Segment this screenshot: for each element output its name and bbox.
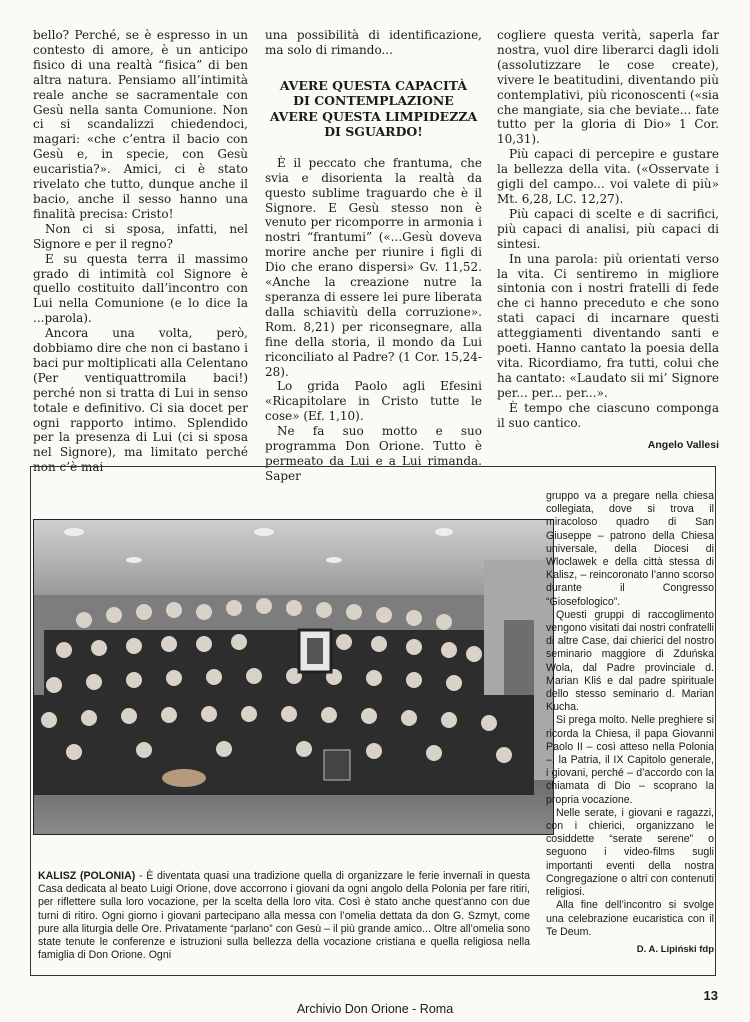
heading-line: DI SGUARDO! [324, 124, 423, 140]
paragraph: Ne fa suo motto e suo programma Don Orione. Tutto è permeato da Lui e a Lui rimanda. Saper [265, 424, 482, 483]
paragraph: Si prega molto. Nelle preghiere si ricorda la Chiesa, il papa Giovanni Paolo II – così atteso nella Polonia –, la Patria, il IX Capitolo generale, i giovani, perché – d’accordo con la chiamata di Dio – scoprano la propria vocazione. [546, 714, 714, 806]
article-column-2 [265, 28, 482, 484]
archive-footer: Archivio Don Orione - Roma [296, 1002, 454, 1016]
paragraph: Nelle serate, i giovani e ragazzi, con i chierici, organizzano le cosiddette “serate serene” o seguono i video-films sugli importanti eventi della nostra Congregazione o altri con contenuti religiosi. [546, 806, 714, 899]
caption-text: - È diventata quasi una tradizione quella di organizzare le ferie invernali in questa Casa dedicata al beato Luigi Orione, dove accorrono i giovani da ogni angolo della Polonia per fare ritiri, per riflettere sulla loro vocazione, per la scelta della loro vita. Così è stato anche quest’anno con due turni di ritiro. Ogni giorno i giovani partecipano alla messa con l’omelia dettata da don G. Szmyt, come pure alla liturgia delle Ore. Privatamente “parlano” con Gesù – il più grande amico... Oltre all’omelia sono state tenute le conferenze e istruzioni sulla bellezza della vocazione cristiana e quella religiosa nella famiglia di Don Orione. Ogni [38, 870, 530, 962]
sidebar-article [546, 490, 714, 956]
heading-line: AVERE QUESTA LIMPIDEZZA [269, 108, 478, 124]
photo-caption [38, 870, 530, 962]
paragraph: Lo grida Paolo agli Efesini «Ricapitolare in Cristo tutte le cose» (Ef. 1,10). [265, 379, 482, 424]
article-column-3 [497, 28, 719, 453]
paragraph: Ancora una volta, però, dobbiamo dire che non ci bastano i baci pur moltiplicati alla Celentano (Per ventiquattromila baci!) perché non si tratta di Lui in senso totale e definitivo. Ci sia docet per ogni rapporto intimo. Splendido per la presenza di Lui (ci si sposa nel Signore), ma limitato perché non c’è mai [33, 326, 248, 475]
paragraph: Alla fine dell’incontro si svolge una celebrazione eucaristica con il Te Deum. [546, 899, 714, 938]
paragraph: È tempo che ciascuno componga il suo cantico. [497, 400, 719, 430]
paragraph: gruppo va a pregare nella chiesa collegiata, dove si trova il miracoloso quadro di San Giuseppe – patrono della Chiesa universale, della Diocesi di Wloclawek e della città stessa di Kalisz, – reincoronato l’anno scorso durante il Congresso “Giosefologico”. [546, 490, 714, 608]
paragraph: Più capaci di percepire e gustare la bellezza della vita. («Osservate i gigli del campo... voi valete di più» Mt. 6,28, LC. 12,27). [497, 147, 719, 206]
paragraph: E su questa terra il massimo grado di intimità col Signore è quello costituito dall’incontro con Lui nella Comunione (e lo dice la ...parola). [33, 251, 248, 326]
page-number: 13 [703, 988, 718, 1003]
paragraph: bello? Perché, se è espresso in un contesto di amore, è un anticipo fisico di una realtà “fisica” di ben altra natura. Pensiamo all’intimità reale anche se sacramentale con Gesù nella santa Comunione. Non ci si scandalizzi chiedendoci, magari: «che c’entra il bacio con Gesù e, in specie, con Gesù eucaristia?». Amici, ci è stato rivelato che tutto, dunque anche il bacio, anche il sesso hanno una finalità precisa: Cristo! [33, 28, 248, 221]
heading-line: DI CONTEMPLAZIONE [293, 93, 454, 109]
group-photo [33, 519, 554, 835]
paragraph: cogliere questa verità, saperla far nostra, vuol dire liberarci dagli idoli (assolutizzare le cose create), vivere le beatitudini, diventando più contemplativi, più riconoscenti («sia che mangiate, sia che beviate... fate tutto per la gloria di Dio» 1 Cor. 10,31). [497, 28, 719, 147]
paragraph: Non ci si sposa, infatti, nel Signore e per il regno? [33, 221, 248, 251]
section-heading [265, 78, 482, 140]
paragraph: Questi gruppi di raccoglimento vengono visitati dai nostri confratelli di altre Case, dai chierici del nostro seminario maggiore di Zduńska Wola, dal Padre provinciale d. Marian Kliś e dal padre spirituale dello stesso seminario d. Marian Kucha. [546, 608, 714, 714]
sidebar-signature: D. A. Lipiński fdp [636, 943, 714, 955]
paragraph: In una parola: più orientati verso la vita. Ci sentiremo in migliore sintonia con i nostri fratelli di fede che ci hanno preceduto e che sono stati capaci di incarnare questi atteggiamenti diventando santi e poeti. Hanno cantato la poesia della vita. Ricordiamo, fra tutti, colui che ha cantato: «Laudato sii mi’ Signore per... per... per...». [497, 251, 719, 400]
paragraph: È il peccato che frantuma, che svia e disorienta la realtà da questo sublime traguardo che è il Signore. E Gesù stesso non è venuto per ricomporre in armonia i nostri “frantumi” («...Gesù doveva morire anche per riunire i figli di Dio che erano dispersi» Gv. 11,52. «Anche la creazione nutre la speranza di essere lei pure liberata dalla schiavitù della corruzione». Rom. 8,21) per riconsegnare, alla fine della storia, il mondo da Lui riconciliato al Padre? (1 Cor. 15,24-28). [265, 155, 482, 379]
group-photo-image [34, 520, 554, 835]
paragraph: Più capaci di scelte e di sacrifici, più capaci di analisi, più capaci di sintesi. [497, 206, 719, 251]
paragraph: una possibilità di identificazione, ma solo di rimando... [265, 28, 482, 57]
author-signature: Angelo Vallesi [647, 439, 719, 452]
heading-line: AVERE QUESTA CAPACITÀ [279, 77, 468, 93]
article-column-1 [33, 28, 248, 475]
caption-label: KALISZ (POLONIA) [38, 870, 136, 882]
